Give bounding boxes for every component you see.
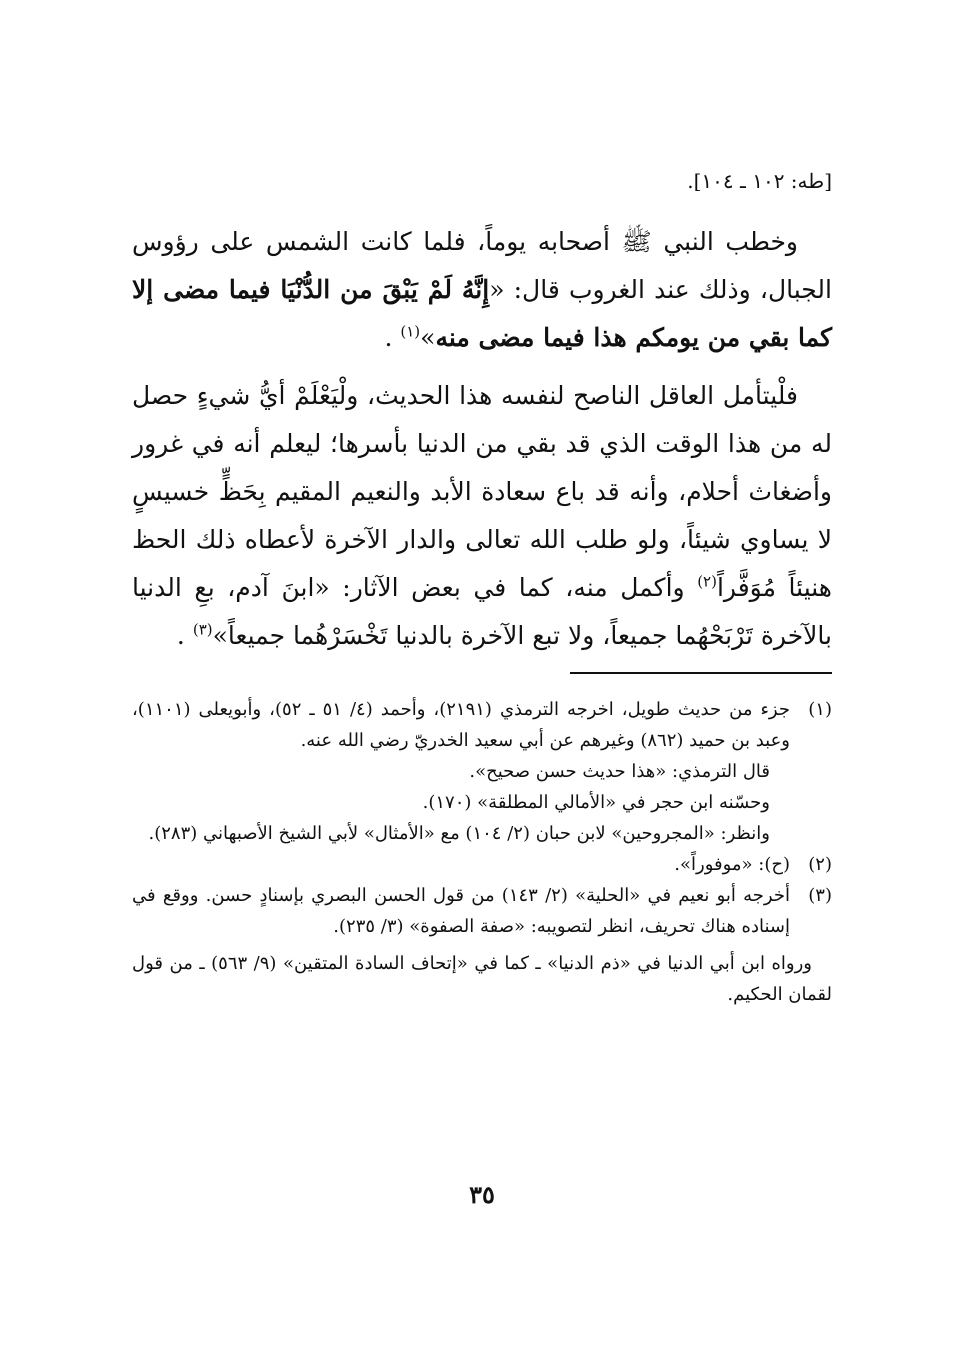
paragraph-2 [132, 372, 832, 660]
footnote-2-number: (٢) [808, 854, 832, 875]
footnote-divider [570, 672, 832, 674]
footnote-3 [132, 880, 832, 942]
paragraph-1-end: . [384, 323, 393, 352]
footnote-1 [132, 694, 832, 849]
footnote-ref-3[interactable]: (٣) [192, 620, 213, 639]
hadith-close-quote: » [420, 323, 436, 352]
footnote-1-line-4: وانظر: «المجروحين» لابن حبان (٢/ ١٠٤) مع «الأمثال» لأبي الشيخ الأصبهاني (٢٨٣). [148, 823, 770, 844]
footnote-3-continuation: ورواه ابن أبي الدنيا في «ذم الدنيا» ـ كما في «إتحاف السادة المتقين» (٩/ ٥٦٣) ـ من قول لقمان الحكيم. [132, 953, 832, 1005]
paragraph-2-part-2: وأكمل منه، كما في بعض الآثار: «ابنَ آدم، بعِ الدنيا بالآخرة تَرْبَحْهُما جميعاً، ولا تبع الآخرة بالدنيا تَخْسَرْهُما جميعاً» [132, 573, 832, 650]
footnote-2-text: (ح): «موفوراً». [674, 854, 790, 875]
paragraph-2-part-1: فلْيتأمل العاقل الناصح لنفسه هذا الحديث، ولْيَعْلَمْ أيُّ شيءٍ حصل له من هذا الوقت الذي قد بقي من الدنيا بأسرها؛ ليعلم أنه في غرور وأضغاث أحلام، وأنه قد باع سعادة الأبد والنعيم المقيم بِحَظٍّ خسيسٍ لا يساوي شيئاً، ولو طلب الله تعالى والدار الآخرة لأعطاه ذلك الحظ هنيئاً مُوَفَّراً [132, 381, 832, 602]
paragraph-2-end: . [176, 621, 185, 650]
footnote-1-body [132, 694, 790, 849]
verse-reference: [طه: ١٠٢ ـ ١٠٤]. [687, 169, 832, 193]
footnote-3-body [132, 880, 790, 942]
footnote-1-line-1: جزء من حديث طويل، اخرجه الترمذي (٢١٩١)، وأحمد (٤/ ٥١ ـ ٥٢)، وأبويعلى (١١٠١)، وعبد بن حميد (٨٦٢) وغيرهم عن أبي سعيد الخدريّ رضي الله عنه. [132, 699, 790, 751]
footnote-ref-2[interactable]: (٢) [697, 572, 717, 591]
footnote-1-number: (١) [808, 699, 832, 720]
footnote-2-body [132, 849, 790, 880]
footnote-1-line-3: وحسّنه ابن حجر في «الأمالي المطلقة» (١٧٠). [422, 792, 770, 813]
paragraph-1-intro: وخطب النبي ﷺ أصحابه يوماً، فلما كانت الشمس على رؤوس الجبال، وذلك عند الغروب قال: « [132, 227, 832, 304]
footnote-1-line-2: قال الترمذي: «هذا حديث حسن صحيح». [469, 761, 770, 782]
paragraph-1 [132, 218, 832, 362]
footnotes-section [132, 694, 832, 1010]
footnote-3-number: (٣) [808, 885, 832, 906]
footnote-3-text: أخرجه أبو نعيم في «الحلية» (٢/ ١٤٣) من قول الحسن البصري بإسنادٍ حسن. ووقع في إسناده هناك تحريف، انظر لتصويبه: «صفة الصفوة» (٣/ ٢٣٥). [132, 885, 790, 937]
footnote-2 [132, 849, 832, 880]
footnote-ref-1[interactable]: (١) [400, 322, 421, 341]
page-number: ٣٥ [469, 1180, 495, 1209]
hadith-text: إِنَّهُ لَمْ يَبْقَ من الدُّنْيَا فيما مضى إلا كما بقي من يومكم هذا فيما مضى منه [132, 275, 832, 352]
